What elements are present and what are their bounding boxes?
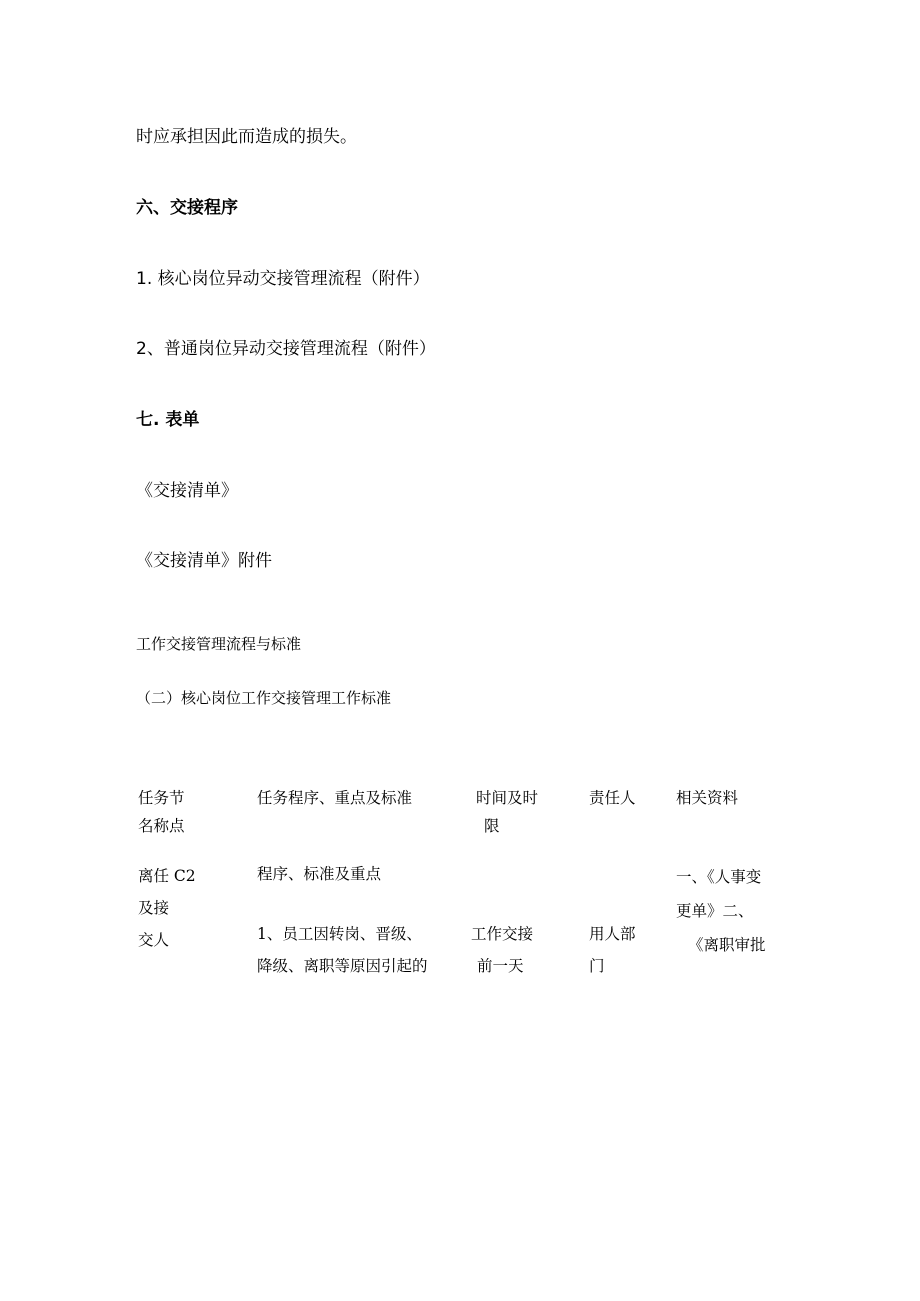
table-cell-task-node: 离任 C2 及接 交人	[138, 867, 196, 949]
table-header-procedure: 任务程序、重点及标准	[257, 789, 413, 807]
table-cell-responsible: 用人部 门	[589, 925, 636, 975]
list-item-core-post-flow: 1. 核心岗位异动交接管理流程（附件）	[136, 269, 430, 289]
table-cell-procedure-heading: 程序、标准及重点	[257, 865, 382, 883]
section-heading-handover-procedure: 六、交接程序	[136, 198, 238, 218]
table-cell-materials: 一、《人事变 更单》二、 《离职审批	[676, 868, 766, 954]
paragraph-loss-responsibility: 时应承担因此而造成的损失。	[136, 127, 357, 147]
table-header-task-node: 任务节 名称点	[138, 789, 185, 835]
form-handover-list-attachment: 《交接清单》附件	[136, 551, 272, 571]
table-header-materials: 相关资料	[676, 789, 739, 807]
appendix-title: 工作交接管理流程与标准	[136, 635, 302, 653]
list-item-general-post-flow: 2、普通岗位异动交接管理流程（附件）	[136, 339, 436, 359]
table-cell-time-limit: 工作交接 前一天	[471, 925, 534, 975]
table-header-responsible: 责任人	[589, 789, 636, 807]
table-header-time-limit: 时间及时 限	[476, 789, 539, 835]
appendix-subtitle: （二）核心岗位工作交接管理工作标准	[136, 689, 392, 707]
form-handover-list: 《交接清单》	[136, 481, 238, 501]
section-heading-forms: 七. 表单	[136, 410, 200, 430]
table-cell-procedure-text: 1、员工因转岗、晋级、 降级、离职等原因引起的	[257, 925, 428, 975]
